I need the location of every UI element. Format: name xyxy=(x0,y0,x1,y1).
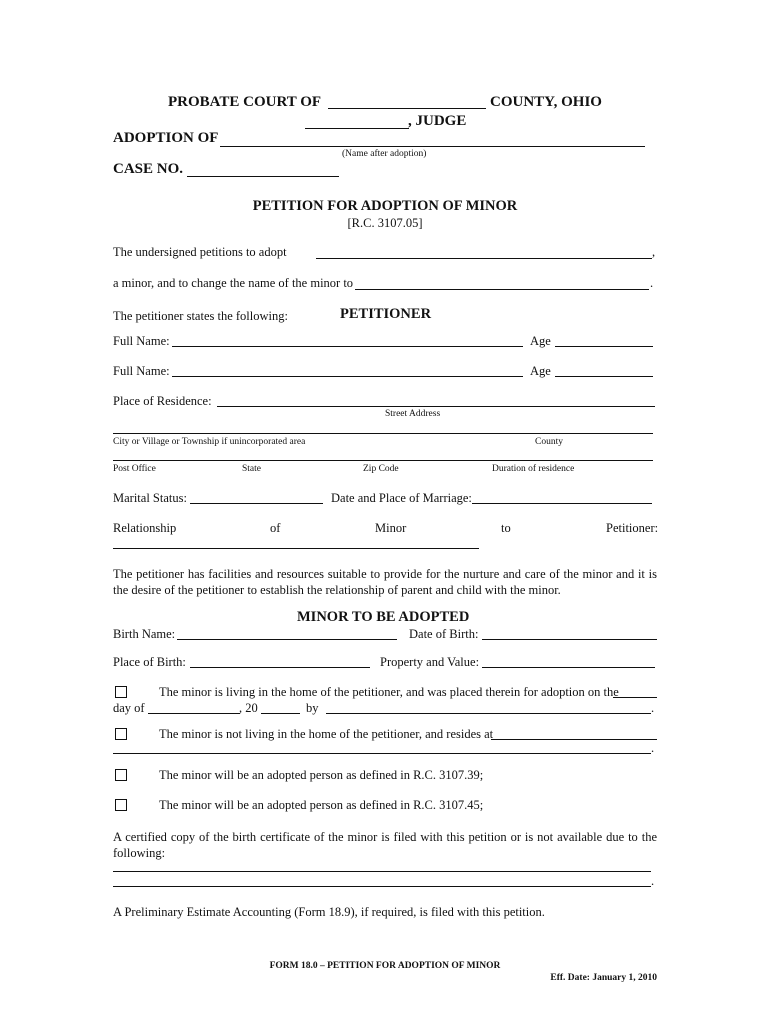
street-address-hint: Street Address xyxy=(385,409,441,419)
year-prefix: , 20 xyxy=(239,701,258,715)
minor-heading: MINOR TO BE ADOPTED xyxy=(297,609,470,625)
age-field-2[interactable] xyxy=(555,376,653,377)
period-mark-2: . xyxy=(651,701,655,715)
preliminary-estimate-text: A Preliminary Estimate Accounting (Form 18.9), if required, is filed with this petition. xyxy=(113,905,545,919)
option-3107-45-text: The minor will be an adopted person as defined in R.C. 3107.45; xyxy=(159,798,484,812)
city-county-field[interactable] xyxy=(113,433,653,434)
property-value-label: Property and Value: xyxy=(380,655,480,669)
full-name-label-2: Full Name: xyxy=(113,364,170,378)
city-hint: City or Village or Township if unincorporated area xyxy=(113,437,306,447)
full-name-field-1[interactable] xyxy=(172,346,523,347)
judge-label: , JUDGE xyxy=(408,113,467,129)
age-label-2: Age xyxy=(530,364,551,378)
resides-at-field-1[interactable] xyxy=(491,739,657,740)
change-name-label: a minor, and to change the name of the minor to xyxy=(113,276,354,290)
facilities-paragraph: The petitioner has facilities and resources suitable to provide for the nurture and care of the minor and it is the desire of the petitioner to establish the relationship of parent and child with the minor. xyxy=(113,567,657,597)
state-hint: State xyxy=(242,464,261,474)
period-mark: . xyxy=(650,276,654,290)
footer-eff-date: Eff. Date: January 1, 2010 xyxy=(550,973,657,983)
court-prefix: PROBATE COURT OF xyxy=(168,94,322,110)
case-no-label: CASE NO. xyxy=(113,161,184,177)
marital-status-field[interactable] xyxy=(190,503,323,504)
date-of-birth-label: Date of Birth: xyxy=(409,627,479,641)
day-of-label: day of xyxy=(113,701,145,715)
of-word: of xyxy=(270,521,281,535)
court-suffix: COUNTY, OHIO xyxy=(490,94,602,110)
option-living-text: The minor is living in the home of the petitioner, and was placed therein for adoption on the xyxy=(159,685,619,699)
petitions-to-adopt-label: The undersigned petitions to adopt xyxy=(113,245,287,259)
resides-at-field-2[interactable] xyxy=(113,753,651,754)
option-3107-39-text: The minor will be an adopted person as defined in R.C. 3107.39; xyxy=(159,768,484,782)
placement-month-field[interactable] xyxy=(148,713,240,714)
option-living-checkbox[interactable] xyxy=(115,686,127,698)
marital-status-label: Marital Status: xyxy=(113,491,187,505)
zip-hint: Zip Code xyxy=(363,464,399,474)
adoption-name-field[interactable] xyxy=(220,146,645,147)
relationship-field[interactable] xyxy=(113,548,479,549)
county-hint: County xyxy=(535,437,563,447)
page-title: PETITION FOR ADOPTION OF MINOR xyxy=(252,198,518,214)
option-3107-45-checkbox[interactable] xyxy=(115,799,127,811)
by-label: by xyxy=(306,701,319,715)
full-name-field-2[interactable] xyxy=(172,376,523,377)
name-after-adoption-hint: (Name after adoption) xyxy=(342,149,427,159)
minor-word: Minor xyxy=(375,521,407,535)
footer-form-title: FORM 18.0 – PETITION FOR ADOPTION OF MINOR xyxy=(269,961,501,971)
placement-day-field[interactable] xyxy=(613,697,657,698)
birth-name-label: Birth Name: xyxy=(113,627,176,641)
date-of-birth-field[interactable] xyxy=(482,639,657,640)
property-value-field[interactable] xyxy=(482,667,655,668)
statute-reference: [R.C. 3107.05] xyxy=(347,216,423,230)
period-mark-4: . xyxy=(651,874,655,888)
date-place-marriage-label: Date and Place of Marriage: xyxy=(331,491,472,505)
minor-new-name-field[interactable] xyxy=(355,289,649,290)
place-of-birth-field[interactable] xyxy=(190,667,370,668)
period-mark-3: . xyxy=(651,741,655,755)
petitioner-heading: PETITIONER xyxy=(340,306,432,322)
date-place-marriage-field[interactable] xyxy=(472,503,652,504)
case-number-field[interactable] xyxy=(187,176,339,177)
option-3107-39-checkbox[interactable] xyxy=(115,769,127,781)
birth-name-field[interactable] xyxy=(177,639,397,640)
place-of-birth-label: Place of Birth: xyxy=(113,655,186,669)
option-not-living-checkbox[interactable] xyxy=(115,728,127,740)
to-word: to xyxy=(501,521,511,535)
birth-certificate-reason-field-1[interactable] xyxy=(113,871,651,872)
county-name-field[interactable] xyxy=(328,108,486,109)
adoption-of-label: ADOPTION OF xyxy=(113,130,219,146)
birth-certificate-reason-field-2[interactable] xyxy=(113,886,651,887)
post-office-state-zip-field[interactable] xyxy=(113,460,653,461)
birth-certificate-paragraph: A certified copy of the birth certificate of the minor is filed with this petition or is not available due to the following: xyxy=(113,830,657,860)
relationship-word: Relationship xyxy=(113,521,177,535)
comma-mark: , xyxy=(652,245,656,259)
placed-by-field[interactable] xyxy=(326,713,651,714)
judge-name-field[interactable] xyxy=(305,128,409,129)
option-not-living-text: The minor is not living in the home of the petitioner, and resides at xyxy=(159,727,494,741)
street-address-field[interactable] xyxy=(217,406,655,407)
petitioner-word: Petitioner: xyxy=(606,521,659,535)
place-of-residence-label: Place of Residence: xyxy=(113,394,212,408)
post-office-hint: Post Office xyxy=(113,464,156,474)
duration-hint: Duration of residence xyxy=(492,464,575,474)
age-field-1[interactable] xyxy=(555,346,653,347)
petitioner-states-label: The petitioner states the following: xyxy=(113,309,288,323)
age-label-1: Age xyxy=(530,334,551,348)
placement-year-field[interactable] xyxy=(261,713,300,714)
minor-current-name-field[interactable] xyxy=(316,258,652,259)
full-name-label-1: Full Name: xyxy=(113,334,170,348)
